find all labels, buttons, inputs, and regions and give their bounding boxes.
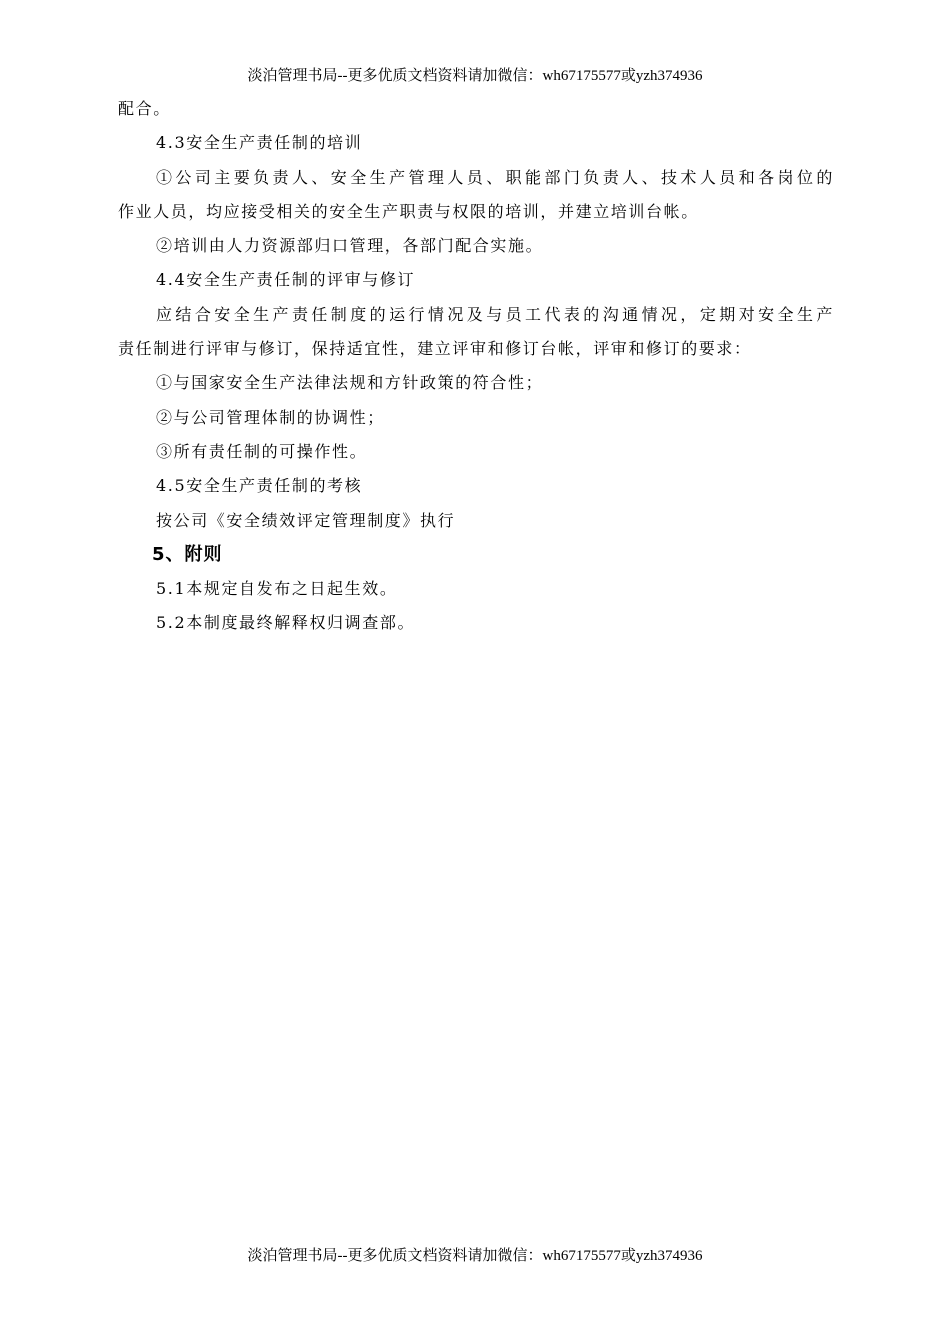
list-item: ①公司主要负责人、安全生产管理人员、职能部门负责人、技术人员和各岗位的 xyxy=(156,167,834,187)
paragraph: 应结合安全生产责任制度的运行情况及与员工代表的沟通情况，定期对安全生产 xyxy=(156,304,834,324)
list-item: 5.2本制度最终解释权归调查部。 xyxy=(156,613,416,633)
section-heading-4-4: 4.4安全生产责任制的评审与修订 xyxy=(156,270,416,290)
list-item: ②与公司管理体制的协调性； xyxy=(156,407,385,427)
paragraph: 按公司《安全绩效评定管理制度》执行 xyxy=(156,510,456,530)
body-line: 配合。 xyxy=(118,99,171,118)
page-footer: 淡泊管理书局--更多优质文档资料请加微信：wh67175577或yzh374936 xyxy=(247,1248,703,1264)
page-header: 淡泊管理书局--更多优质文档资料请加微信：wh67175577或yzh374936 xyxy=(247,68,703,84)
list-item-continuation: 作业人员，均应接受相关的安全生产职责与权限的培训，并建立培训台帐。 xyxy=(118,201,699,221)
section-heading-4-3: 4.3安全生产责任制的培训 xyxy=(156,133,363,153)
document-body xyxy=(118,92,834,641)
list-item: 5.1本规定自发布之日起生效。 xyxy=(156,579,398,599)
section-heading-4-5: 4.5安全生产责任制的考核 xyxy=(156,476,363,496)
paragraph-continuation: 责任制进行评审与修订，保持适宜性，建立评审和修订台帐，评审和修订的要求： xyxy=(118,339,752,359)
list-item: ③所有责任制的可操作性。 xyxy=(156,441,368,461)
list-item: ①与国家安全生产法律法规和方针政策的符合性； xyxy=(156,373,544,393)
list-item: ②培训由人力资源部归口管理，各部门配合实施。 xyxy=(156,236,544,256)
chapter-heading-5: 5、附则 xyxy=(152,543,223,565)
